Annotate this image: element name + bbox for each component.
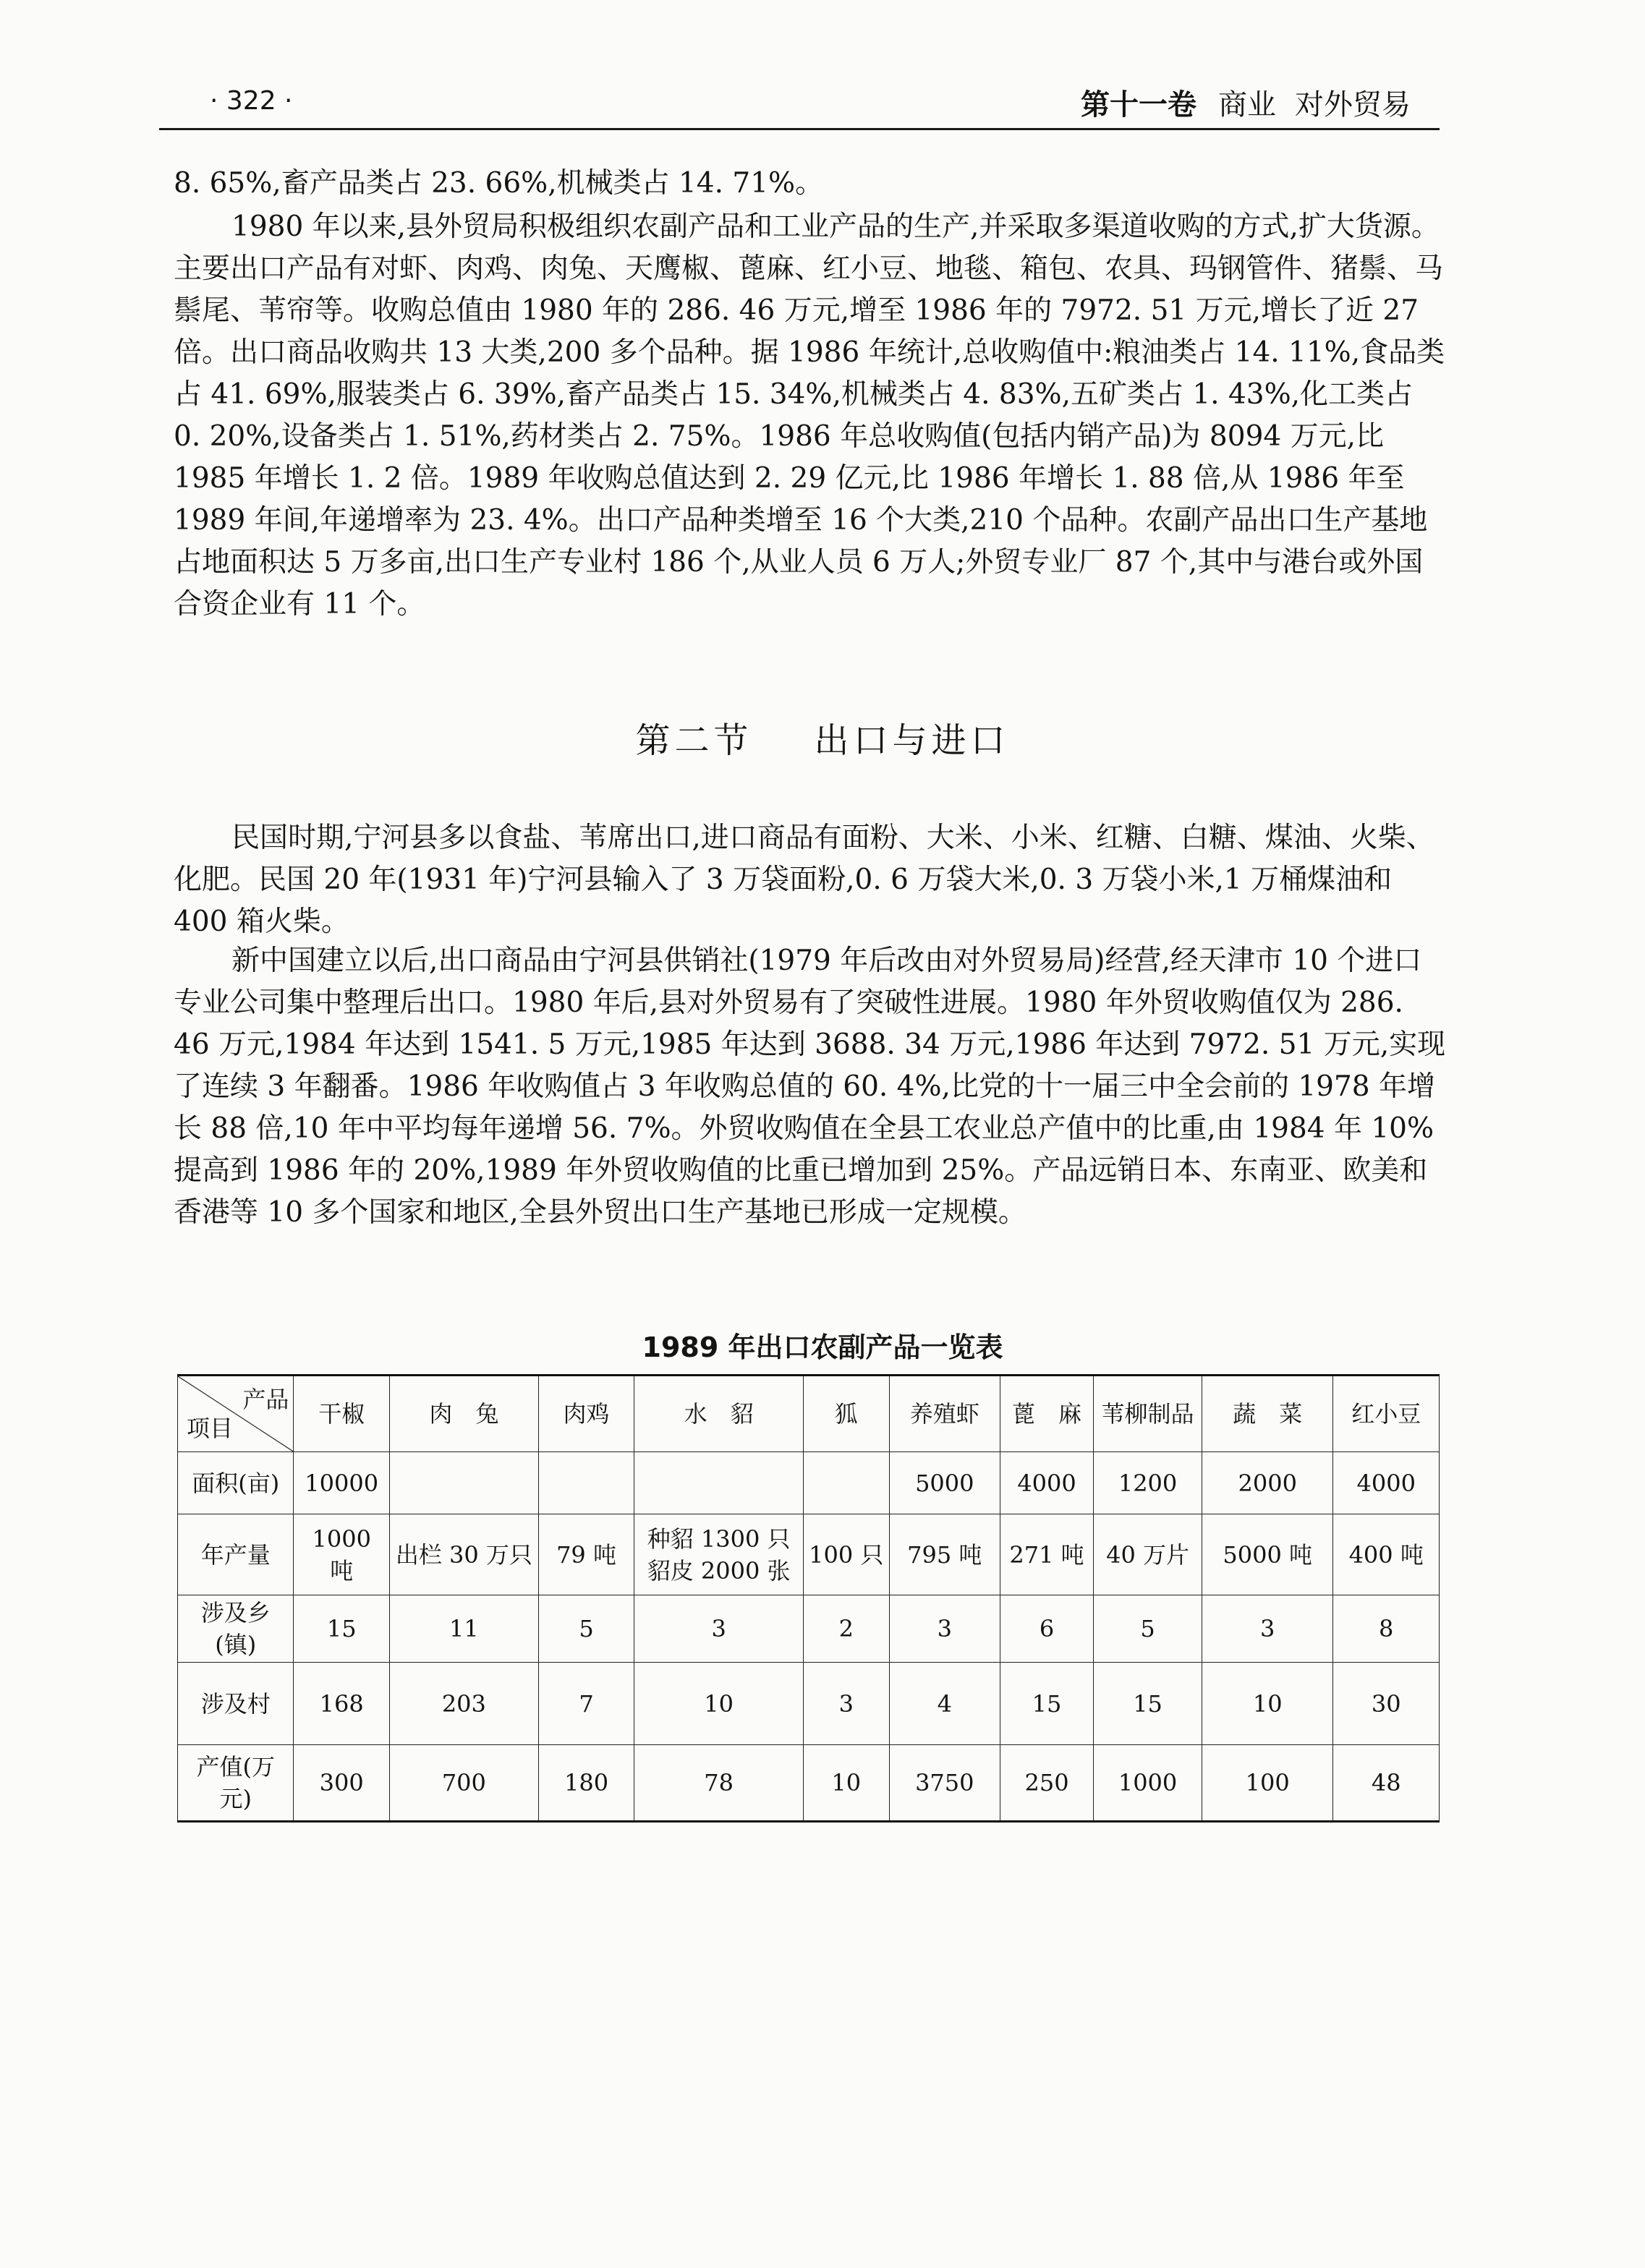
column-header: 蔬 菜	[1202, 1376, 1333, 1452]
table-cell: 2000	[1202, 1452, 1333, 1514]
column-header: 养殖虾	[889, 1376, 1000, 1452]
table-cell: 10	[803, 1745, 889, 1822]
table-cell: 2	[803, 1595, 889, 1663]
table-cell: 271 吨	[1000, 1514, 1094, 1595]
table-row	[178, 1663, 1440, 1745]
table-cell: 3	[634, 1595, 804, 1663]
table-cell	[538, 1452, 634, 1514]
table-cell: 168	[294, 1663, 390, 1745]
table-cell	[803, 1452, 889, 1514]
section-heading: 第二节 出口与进口	[635, 720, 1010, 761]
table-cell	[389, 1452, 538, 1514]
column-header: 红小豆	[1333, 1376, 1440, 1452]
running-title	[1081, 82, 1411, 123]
table-cell: 15	[1094, 1663, 1202, 1745]
table-cell: 15	[1000, 1663, 1094, 1745]
table-cell: 4000	[1000, 1452, 1094, 1514]
table-cell: 300	[294, 1745, 390, 1822]
table-cell: 4	[889, 1663, 1000, 1745]
table-cell: 7	[538, 1663, 634, 1745]
table-cell: 48	[1333, 1745, 1440, 1822]
table-title: 1989 年出口农副产品一览表	[642, 1331, 1003, 1363]
table-row	[178, 1514, 1440, 1595]
table-cell: 4000	[1333, 1452, 1440, 1514]
column-header: 干椒	[294, 1376, 390, 1452]
table-cell	[634, 1452, 804, 1514]
table-cell: 3	[889, 1595, 1000, 1663]
table-container	[177, 1374, 1440, 1822]
column-header: 苇柳制品	[1094, 1376, 1202, 1452]
table-cell: 6	[1000, 1595, 1094, 1663]
page-header	[159, 76, 1440, 130]
volume-label: 第十一卷	[1081, 88, 1196, 122]
table-cell: 5000	[889, 1452, 1000, 1514]
export-products-table	[177, 1374, 1440, 1822]
paragraph-2: 1980 年以来,县外贸局积极组织农副产品和工业产品的生产,并采取多渠道收购的方式,扩大货源。主要出口产品有对虾、肉鸡、肉兔、天鹰椒、蓖麻、红小豆、地毯、箱包、农具、玛钢管件、猪鬃、马鬃尾、苇帘等。收购总值由 1980 年的 286. 46 万元,增至 1986 年的 7972. 51 万元,增长了近 27 倍。出口商品收购共 13 大类,200 多个品种。据 1986 年统计,总收购值中:粮油类占 14. 11%,食品类占 41. 69%,服装类占 6. 39%,畜产品类占 15. 34%,机械类占 4. 83%,五矿类占 1. 43%,化工类占 0. 20%,设备类占 1. 51%,药材类占 2. 75%。1986 年总收购值(包括内销产品)为 8094 万元,比 1985 年增长 1. 2 倍。1989 年收购总值达到 2. 29 亿元,比 1986 年增长 1. 88 倍,从 1986 年至 1989 年间,年递增率为 23. 4%。出口产品种类增至 16 个大类,210 个品种。农副产品出口生产基地占地面积达 5 万多亩,出口生产专业村 186 个,从业人员 6 万人;外贸专业厂 87 个,其中与港台或外国合资企业有 11 个。	[174, 210, 1445, 621]
table-cell: 3750	[889, 1745, 1000, 1822]
row-label: 涉及村	[178, 1663, 294, 1745]
row-label: 涉及乡(镇)	[178, 1595, 294, 1663]
table-cell: 78	[634, 1745, 804, 1822]
table-corner-cell	[178, 1376, 294, 1452]
table-cell: 250	[1000, 1745, 1094, 1822]
table-cell: 700	[389, 1745, 538, 1822]
column-header: 肉 兔	[389, 1376, 538, 1452]
table-cell: 1000 吨	[294, 1514, 390, 1595]
table-cell: 79 吨	[538, 1514, 634, 1595]
table-row	[178, 1595, 1440, 1663]
table-cell: 8	[1333, 1595, 1440, 1663]
paragraph-3: 民国时期,宁河县多以食盐、苇席出口,进口商品有面粉、大米、小米、红糖、白糖、煤油、火柴、化肥。民国 20 年(1931 年)宁河县输入了 3 万袋面粉,0. 6 万袋大米,0. 3 万袋小米,1 万桶煤油和 400 箱火柴。	[174, 822, 1434, 938]
table-cell: 3	[803, 1663, 889, 1745]
section-label-b: 对外贸易	[1295, 88, 1411, 122]
table-cell: 100 只	[803, 1514, 889, 1595]
table-cell: 100	[1202, 1745, 1333, 1822]
row-label: 面积(亩)	[178, 1452, 294, 1514]
table-row	[178, 1745, 1440, 1822]
row-label: 年产量	[178, 1514, 294, 1595]
section-label-a: 商业	[1218, 88, 1276, 122]
table-cell: 5	[538, 1595, 634, 1663]
table-cell: 种貂 1300 只 貂皮 2000 张	[634, 1514, 804, 1595]
table-cell: 5	[1094, 1595, 1202, 1663]
table-cell: 795 吨	[889, 1514, 1000, 1595]
corner-label-item: 项目	[187, 1415, 234, 1442]
table-cell: 3	[1202, 1595, 1333, 1663]
table-cell: 30	[1333, 1663, 1440, 1745]
row-label: 产值(万元)	[178, 1745, 294, 1822]
table-cell: 400 吨	[1333, 1514, 1440, 1595]
column-header: 肉鸡	[538, 1376, 634, 1452]
table-cell: 203	[389, 1663, 538, 1745]
table-cell: 出栏 30 万只	[389, 1514, 538, 1595]
page-number: · 322 ·	[210, 86, 293, 116]
table-cell: 1200	[1094, 1452, 1202, 1514]
table-cell: 15	[294, 1595, 390, 1663]
table-row	[178, 1452, 1440, 1514]
corner-label-product: 产品	[242, 1386, 289, 1413]
table-cell: 11	[389, 1595, 538, 1663]
table-cell: 10	[634, 1663, 804, 1745]
table-cell: 40 万片	[1094, 1514, 1202, 1595]
table-cell: 1000	[1094, 1745, 1202, 1822]
table-cell: 5000 吨	[1202, 1514, 1333, 1595]
column-header: 蓖 麻	[1000, 1376, 1094, 1452]
table-header-row	[178, 1376, 1440, 1452]
column-header: 狐	[803, 1376, 889, 1452]
table-cell: 10	[1202, 1663, 1333, 1745]
paragraph-4: 新中国建立以后,出口商品由宁河县供销社(1979 年后改由对外贸易局)经营,经天津市 10 个进口专业公司集中整理后出口。1980 年后,县对外贸易有了突破性进展。1980 年外贸收购值仅为 286. 46 万元,1984 年达到 1541. 5 万元,1985 年达到 3688. 34 万元,1986 年达到 7972. 51 万元,实现了连续 3 年翻番。1986 年收购值占 3 年收购总值的 60. 4%,比党的十一届三中全会前的 1978 年增长 88 倍,10 年中平均每年递增 56. 7%。外贸收购值在全县工农业总产值中的比重,由 1984 年 10%提高到 1986 年的 20%,1989 年外贸收购值的比重已增加到 25%。产品远销日本、东南亚、欧美和香港等 10 多个国家和地区,全县外贸出口生产基地已形成一定规模。	[174, 945, 1446, 1229]
table-cell: 10000	[294, 1452, 390, 1514]
column-header: 水 貂	[634, 1376, 804, 1452]
paragraph-1: 8. 65%,畜产品类占 23. 66%,机械类占 14. 71%。	[174, 167, 824, 200]
table-cell: 180	[538, 1745, 634, 1822]
